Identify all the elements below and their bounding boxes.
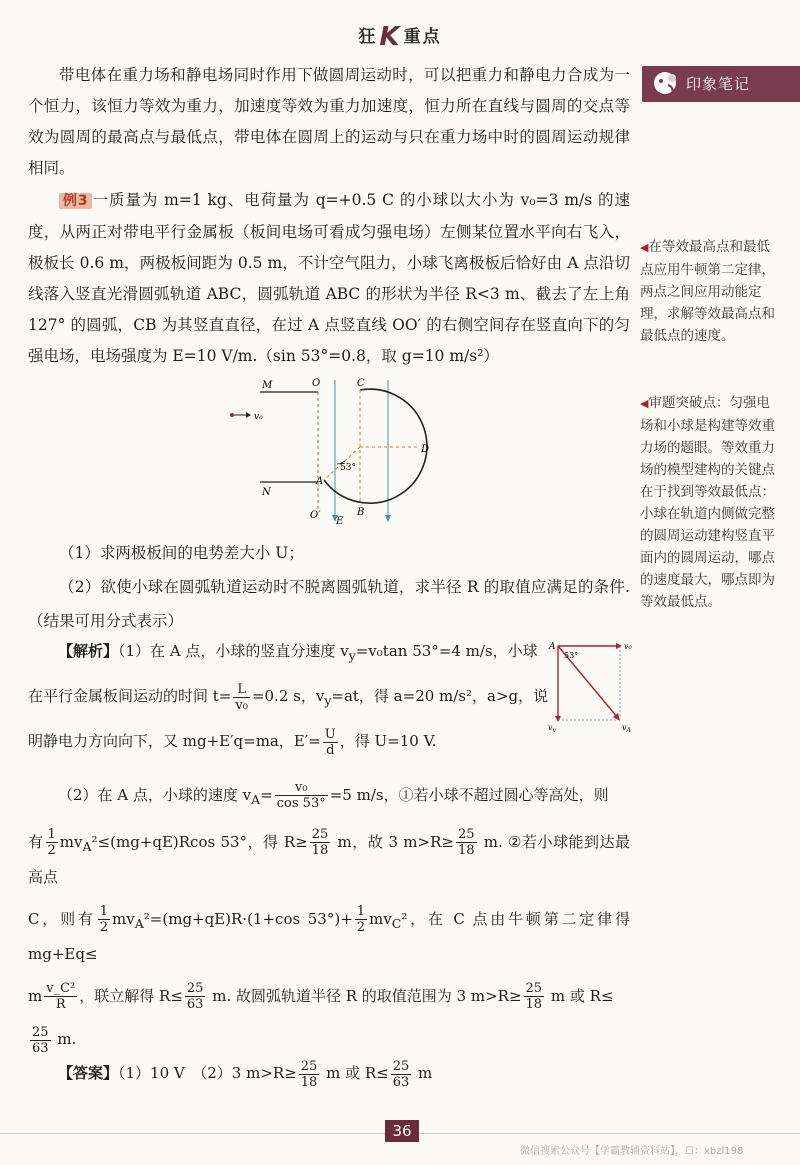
sol-p5b: mv <box>59 832 83 851</box>
sol-p1b: =v₀tan 53°=4 m/s，小球 <box>355 642 538 660</box>
label-vy <box>548 723 557 732</box>
field-arrow-2 <box>385 515 391 522</box>
frac-num: 25 <box>32 1024 49 1040</box>
label-va-sub: A <box>626 727 631 732</box>
frac-den: 63 <box>186 997 204 1012</box>
pointer-icon: ◀ <box>640 241 649 254</box>
fraction-half <box>355 904 367 935</box>
sol-p3a: 明静电力方向向下，又 mg+E′q=ma，E′= <box>28 732 321 750</box>
frac-num: v_C² <box>46 981 76 996</box>
sol-p5a: 有 <box>28 832 44 851</box>
fraction-25-63 <box>30 1025 51 1056</box>
arc-track <box>324 389 430 503</box>
sidebar-tab <box>642 66 800 102</box>
label-vy-main: v <box>548 723 553 732</box>
label-a: A <box>316 476 324 487</box>
label-n: N <box>262 487 271 498</box>
header-text-2: 重点 <box>403 27 442 47</box>
frac-num: 25 <box>311 827 329 842</box>
label-a: A <box>549 642 556 652</box>
label-e: E <box>336 516 344 527</box>
answer-a2: m 或 R≤ <box>321 1064 389 1082</box>
frac-den: cos 53° <box>276 796 326 811</box>
sol-p2b-sub: y <box>324 693 332 708</box>
answer-line <box>28 1058 630 1090</box>
frac-den: d <box>326 742 335 758</box>
label-va <box>622 723 632 732</box>
sol-p5e: m. ②若小球能到达最高点 <box>28 832 630 886</box>
velocity-vector-diagram <box>540 632 640 732</box>
sol-p7b: ，联立解得 R≤ <box>79 986 183 1005</box>
intro-paragraph <box>28 60 630 184</box>
frac-num: 25 <box>525 981 543 996</box>
fraction-25-18 <box>299 1059 320 1090</box>
frac-den: 18 <box>300 1074 318 1090</box>
label-angle: 53° <box>340 463 356 473</box>
frac-den: 63 <box>392 1074 410 1090</box>
label-angle: 53° <box>564 651 579 660</box>
sidebar-note-1-text: 在等效最高点和最低点应用牛顿第二定律，两点之间应用动能定理，求解等效最高点和最低点的速度。 <box>640 239 775 344</box>
elephant-icon <box>650 69 680 99</box>
solution-line-4 <box>28 780 630 815</box>
label-c: C <box>357 378 365 389</box>
label-b: B <box>357 507 365 518</box>
frac-num: 25 <box>392 1058 410 1074</box>
frac-num: L <box>233 682 250 698</box>
label-o-prime: O′ <box>310 510 321 521</box>
sol-p7a: m <box>28 986 43 1005</box>
v0-arrowhead <box>246 412 251 418</box>
sol-p1a: （1）在 A 点，小球的竖直分速度 v <box>118 642 349 660</box>
header-text-1: 狂 <box>358 27 378 47</box>
solution-line-6 <box>28 904 630 969</box>
frac-den: 18 <box>457 843 475 858</box>
sol-p4b: = <box>260 785 273 804</box>
sidebar-note-2 <box>640 392 780 613</box>
sol-p6b-sub: A <box>134 915 144 931</box>
track-diagram <box>220 370 450 530</box>
sol-p8: m. <box>52 1030 77 1048</box>
frac-den: 63 <box>32 1040 49 1056</box>
fraction-half <box>98 904 110 935</box>
frac-den: 2 <box>47 843 56 858</box>
sol-p1a-sub: y <box>348 648 356 663</box>
sidebar-title: 印象笔记 <box>686 75 751 93</box>
example-badge: 例3 <box>59 193 92 209</box>
frac-num: 25 <box>300 1058 318 1074</box>
watermark: 微信搜索公众号【学霸教辅资料站】，☐：xbzl198 <box>520 1146 744 1157</box>
question-1: （1）求两极板间的电势差大小 U； <box>59 544 304 562</box>
fraction-l-v0 <box>233 682 250 713</box>
label-vy-sub: y <box>552 727 556 732</box>
question-2: （2）欲使小球在圆弧轨道运动时不脱离圆弧轨道，求半径 R 的取值应满足的条件.（结果可用分式表示） <box>28 578 630 630</box>
fraction-u-d <box>323 727 338 758</box>
sol-p6b: mv <box>112 909 135 928</box>
solution-label: 【解析】 <box>58 642 119 660</box>
frac-num: 1 <box>47 827 56 842</box>
sol-p6d-sub: C <box>391 915 402 931</box>
fraction-v0-cos <box>275 780 328 811</box>
label-o: O <box>312 378 321 389</box>
frac-den: R <box>55 997 66 1012</box>
sol-p6c: ²=(mg+qE)R·(1+cos 53°)+ <box>143 909 353 928</box>
sol-p4a: （2）在 A 点，小球的速度 v <box>58 785 252 804</box>
frac-num: v₀ <box>275 780 328 796</box>
label-v0: v₀ <box>624 642 632 651</box>
arrow-vy <box>555 716 561 722</box>
sol-p5c: ²≤(mg+qE)Rcos 53°，得 R≥ <box>91 832 308 851</box>
label-v0: v₀ <box>254 412 263 422</box>
fraction-25-63 <box>185 981 206 1012</box>
fraction-half <box>46 827 58 858</box>
frac-den: 2 <box>356 920 366 935</box>
answer-a3: m <box>413 1064 433 1082</box>
sol-p4a-sub: A <box>251 791 261 807</box>
sol-p7c: m. 故圆弧轨道半径 R 的取值范围为 3 m>R≥ <box>207 986 522 1005</box>
frac-den: 18 <box>525 997 543 1012</box>
sol-p4c: =5 m/s，①若小球不超过圆心等高处，则 <box>329 785 609 804</box>
label-m: M <box>262 380 273 391</box>
pointer-icon: ◀ <box>640 397 649 410</box>
sidebar-note-2-text: 审题突破点：匀强电场和小球是构建等效重力场的题眼。等效重力场的模型建构的关键点在于找到等效最低点：小球在轨道内侧做完整的圆周运动建构竖直平面内的圆周运动，哪点的速度最大，哪点即为等效最低点。 <box>640 395 775 610</box>
frac-num: 25 <box>186 981 204 996</box>
label-va-main: v <box>622 723 627 732</box>
answer-a1: （1）10 V （2）3 m>R≥ <box>118 1064 297 1082</box>
answer-label: 【答案】 <box>58 1064 119 1082</box>
sol-p3b: ，得 U=10 V. <box>339 732 437 750</box>
header-k-logo: K <box>379 22 402 52</box>
frac-num: 1 <box>356 904 366 919</box>
fraction-25-18 <box>310 827 331 858</box>
sol-p5d: m，故 3 m>R≥ <box>332 832 454 851</box>
questions-block <box>28 536 630 638</box>
sol-p6a: C，则有 <box>28 909 96 928</box>
sidebar-note-1 <box>640 236 780 347</box>
sol-p2c: =at，得 a=20 m/s²，a>g，说 <box>331 687 549 705</box>
fraction-25-18 <box>456 827 477 858</box>
sol-p6d: mv <box>369 909 392 928</box>
frac-den: 2 <box>99 920 109 935</box>
sol-p5b-sub: A <box>82 838 92 854</box>
sol-p6e: ²，在 C 点由牛顿第二定律得 mg+Eq≤ <box>28 909 630 963</box>
fraction-25-63 <box>391 1059 412 1090</box>
label-d: D <box>421 444 430 455</box>
solution-line-5 <box>28 827 630 892</box>
sol-p7d: m 或 R≤ <box>546 986 614 1005</box>
frac-num: 25 <box>457 827 475 842</box>
example-text: 一质量为 m=1 kg、电荷量为 q=+0.5 C 的小球以大小为 v₀=3 m/s 的速度，从两正对带电平行金属板（板间电场可看成匀强电场）左侧某位置水平向右飞入，极板长 0.6 m，两极板间距为 0.5 m，不计空气阻力，小球飞离极板后恰好由 A 点沿切线落入竖直光滑圆弧轨道 ABC，圆弧轨道 ABC 的形状为半径 R<3 m、截去了左上角 127° 的圆弧，CB 为其竖直直径，在过 A 点竖直线 OO′ 的右侧空间存在竖直向下的匀强电场，电场强度为 E=10 V/m.（sin 53°=0.8，取 g=10 m/s²） <box>28 191 630 365</box>
sol-p2b: =0.2 s，v <box>251 687 325 705</box>
frac-num: 1 <box>99 904 109 919</box>
page-number: 36 <box>385 1120 419 1142</box>
arrow-v0 <box>616 643 622 649</box>
example-block <box>28 185 630 372</box>
fraction-25-18 <box>524 981 545 1012</box>
page-header <box>0 22 800 52</box>
solution-line-8 <box>28 1024 630 1056</box>
frac-den: v₀ <box>235 697 248 713</box>
ball <box>230 413 234 417</box>
fraction-vc-r <box>44 981 77 1012</box>
solution-line-7 <box>28 981 630 1013</box>
answer-block <box>28 1058 630 1090</box>
sol-p2a: 在平行金属板间运动的时间 t= <box>28 687 232 705</box>
frac-den: 18 <box>311 843 329 858</box>
frac-num: U <box>324 726 336 742</box>
intro-text: 带电体在重力场和静电场同时作用下做圆周运动时，可以把重力和静电力合成为一个恒力，该恒力等效为重力，加速度等效为重力加速度，恒力所在直线与圆周的交点等效为圆周的最高点与最低点，带电体在圆周上的运动与只在重力场中时的圆周运动规律相同。 <box>28 66 630 177</box>
